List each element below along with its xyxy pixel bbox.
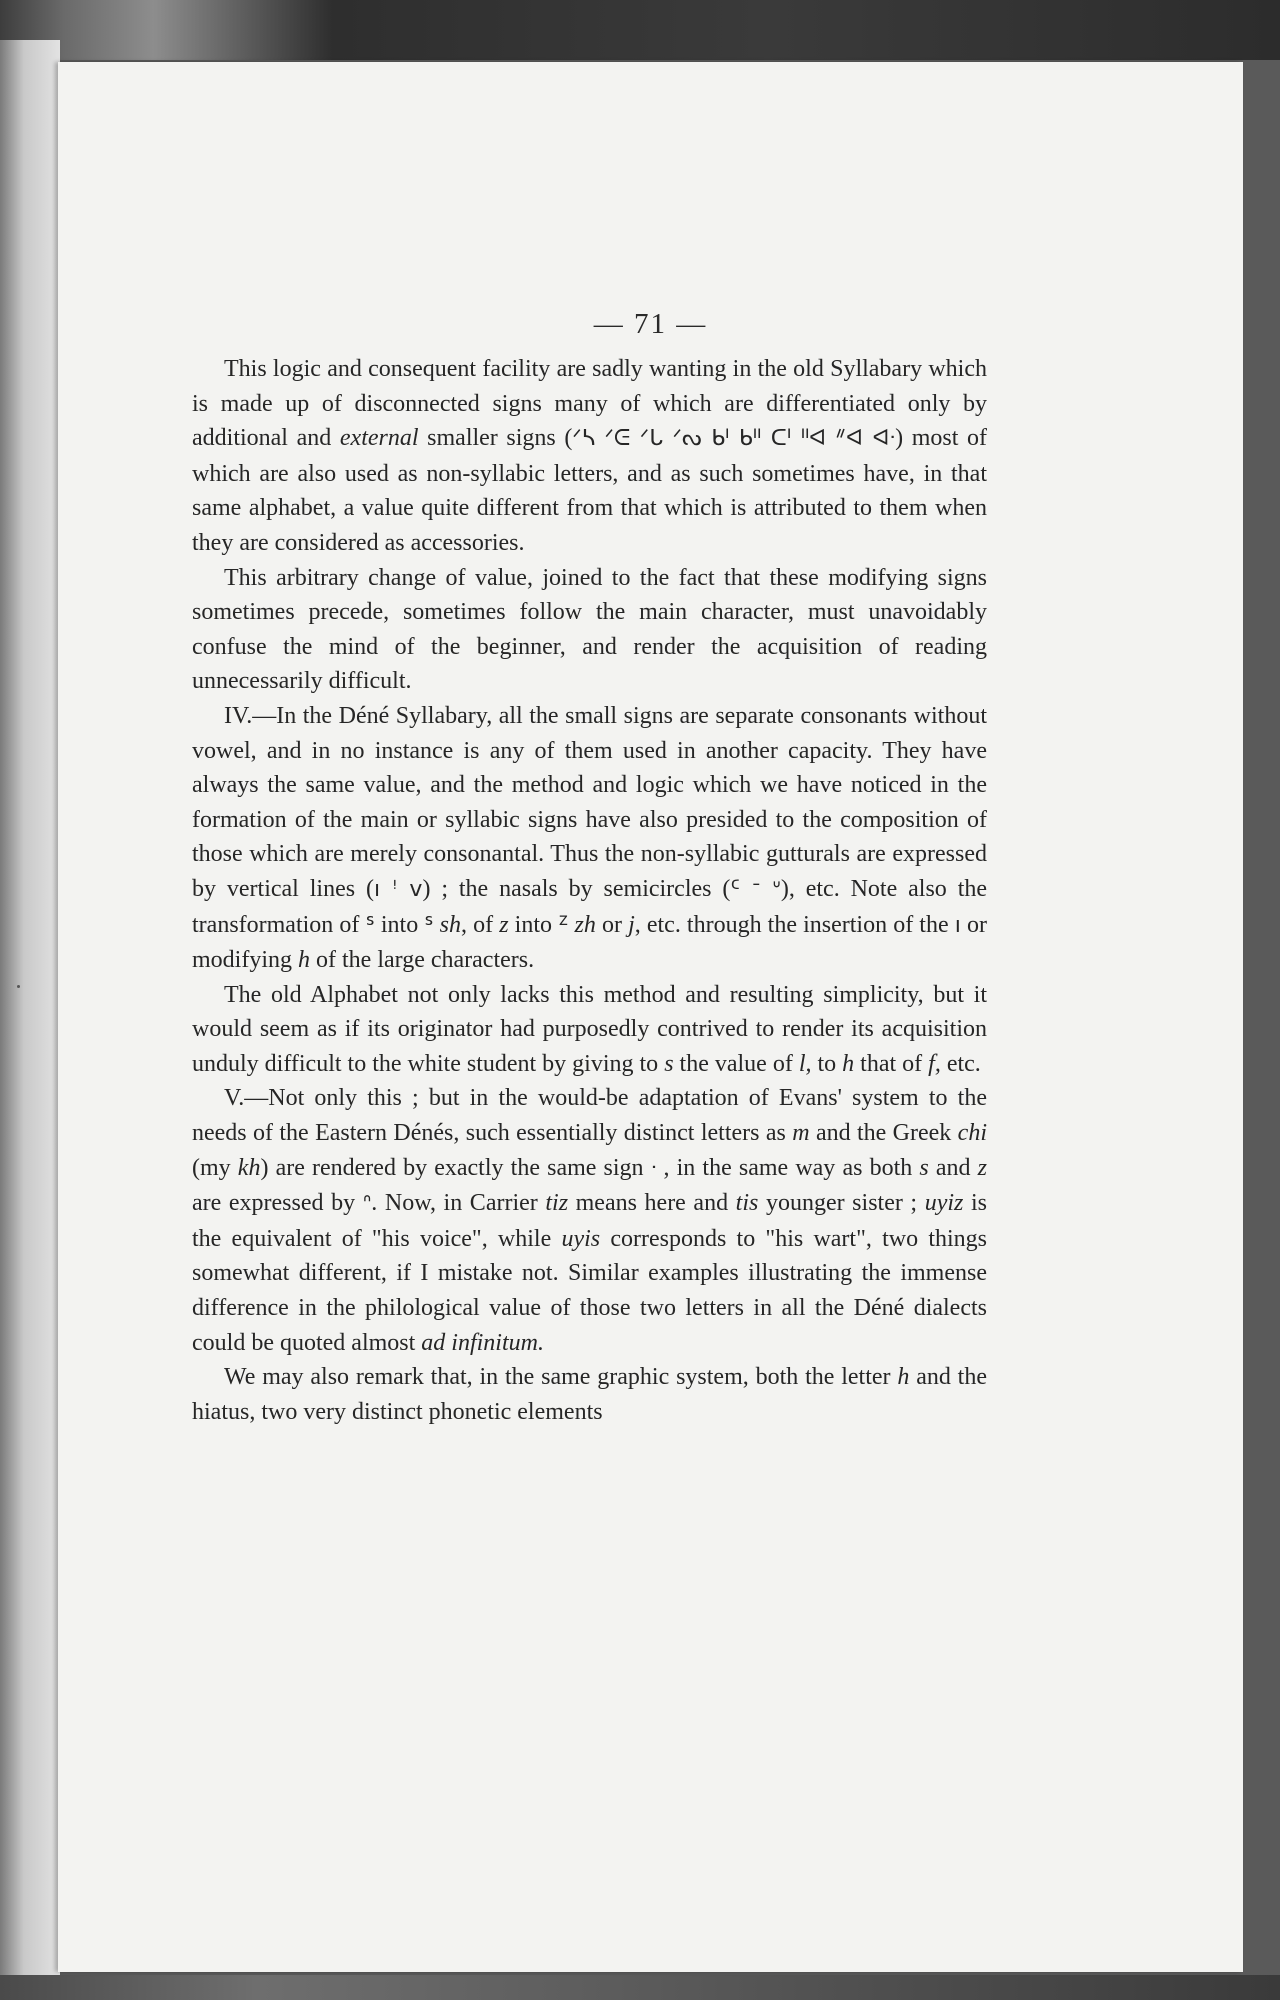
italic-term: tis (735, 1190, 759, 1217)
text-run: ) ; the nasals by semicircles ( (422, 875, 731, 902)
text-run: ), etc. Note also the transformation of (192, 875, 988, 938)
italic-term: kh (237, 1154, 261, 1181)
text-run: , in the same way as both (656, 1154, 920, 1181)
italic-term: z (499, 911, 509, 938)
text-run: ) are rendered by exactly the same sign (260, 1154, 651, 1181)
text-run: are expressed by (192, 1190, 363, 1217)
text-run: We may also remark that, in the same graphic system, both the letter (224, 1364, 898, 1391)
text-run: IV.—In the Déné Syllabary, all the small signs are separate consonants without vowel, and in no instance is any of them used in another capacity. They have always the same value, and the method and logic which we have noticed in the formation of the main or syllabic signs have also presided to the composition of those which are merely consonantal. Thus the non-syllabic gutturals are expressed by vertical lines ( (192, 702, 987, 902)
italic-term: h (897, 1364, 910, 1391)
syllabic-sign: ᐢ (362, 1191, 372, 1217)
scan-border-bottom (0, 1975, 1280, 2000)
text-run: and (928, 1154, 978, 1181)
text-run: younger sister ; (758, 1190, 925, 1217)
text-run: The old Alphabet not only lacks this method and resulting simplicity, but it would seem as if its originator had purposedly contrived to render its acquisition unduly difficult to the white student by giving to (192, 981, 987, 1077)
text-run: etc. (940, 1050, 981, 1077)
syllabic-sign: ᔆ (424, 912, 434, 938)
text-run: , of (461, 911, 500, 938)
paragraph-2: This arbitrary change of value, joined to the fact that these modifying signs sometimes precede, sometimes follow the main character, must unavoidably confuse the mind of the beginner, and render the acquisition of reading unnecessarily difficult. (192, 564, 987, 695)
italic-term: external (339, 425, 419, 452)
italic-term: uyiz (924, 1190, 964, 1217)
syllabic-sign: ᔆ (365, 912, 375, 938)
scan-speck (17, 985, 20, 988)
text-run: into (374, 911, 425, 938)
italic-term: tiz (545, 1190, 569, 1217)
italic-term: j (628, 911, 635, 938)
scan-border-top (0, 0, 1280, 60)
text-run: into (508, 911, 559, 938)
text-run: This logic and consequent facility are sadly wanting in the old Syllabary which is made up of disconnected signs many of which are differentiated only by additional and (192, 356, 987, 452)
text-run: to (811, 1050, 843, 1077)
text-run: (my (192, 1154, 238, 1181)
italic-term: f, (928, 1050, 941, 1077)
text-run: smaller signs ( (418, 425, 573, 452)
italic-term: m (792, 1120, 810, 1147)
text-run: of the large characters. (310, 947, 535, 974)
italic-term: chi (957, 1120, 987, 1147)
text-run: and the hiatus, two very distinct phonetic elements (192, 1364, 987, 1425)
text-run: the value of (673, 1050, 799, 1077)
italic-term: h (298, 947, 310, 974)
paragraph-3 (192, 699, 987, 978)
text-run: , etc. through the insertion of the (634, 911, 955, 938)
body-text (192, 352, 987, 1429)
nasal-signs: ᑦ ᐨ ᐡ (730, 876, 781, 902)
italic-term: sh (439, 911, 461, 938)
text-run: means here and (568, 1190, 736, 1217)
text-run: or (595, 911, 629, 938)
syllabic-sign: ᙆ (558, 912, 569, 938)
paragraph-1 (192, 352, 987, 561)
book-page (58, 62, 1243, 1972)
italic-term: l, (798, 1050, 812, 1077)
syllabic-sign: ᐧ (650, 1155, 657, 1181)
text-run: is the equivalent of "his voice", while (192, 1190, 987, 1252)
italic-term: s (664, 1050, 674, 1077)
text-run: ) most of which are also used as non-syllabic letters, and as such sometimes have, in that same alphabet, a value quite different from that which is attributed to them when they are considered as accessories. (192, 425, 987, 556)
italic-term: h (842, 1050, 855, 1077)
syllabic-sign: ı (954, 912, 961, 938)
paragraph-4 (192, 978, 987, 1082)
guttural-signs: ı ꜝ v (373, 876, 423, 902)
italic-term: zh (574, 911, 596, 938)
syllabic-signs: ᐟᓴ ᐟᕮ ᐟᒐ ᐟᔓ ᑲᑊ ᑲᐦ ᑕᑊ ᐦᐊ ᐥᐊ ᐊᐧ (572, 426, 896, 452)
text-run: . Now, in Carrier (371, 1190, 546, 1217)
paragraph-5 (192, 1081, 987, 1360)
text-run: that of (854, 1050, 929, 1077)
italic-term: uyis (561, 1225, 601, 1252)
text-run: or modifying (192, 911, 987, 974)
page-number: — 71 — (593, 308, 708, 340)
italic-term: s (919, 1154, 929, 1181)
text-run: and the Greek (809, 1120, 958, 1147)
text-run: V.—Not only this ; but in the would-be adaptation of Evans' system to the needs of the Eastern Dénés, such essentially distinct letters as (192, 1085, 987, 1147)
italic-term: ad infinitum. (421, 1329, 544, 1356)
paragraph-6 (192, 1360, 987, 1429)
scan-border-left (0, 40, 60, 2000)
text-run: corresponds to "his wart", two things somewhat different, if I mistake not. Similar examples illustrating the immense difference in the philological value of those two letters in all the Déné dialects could be quoted almost (192, 1225, 987, 1356)
italic-term: z (977, 1154, 987, 1181)
